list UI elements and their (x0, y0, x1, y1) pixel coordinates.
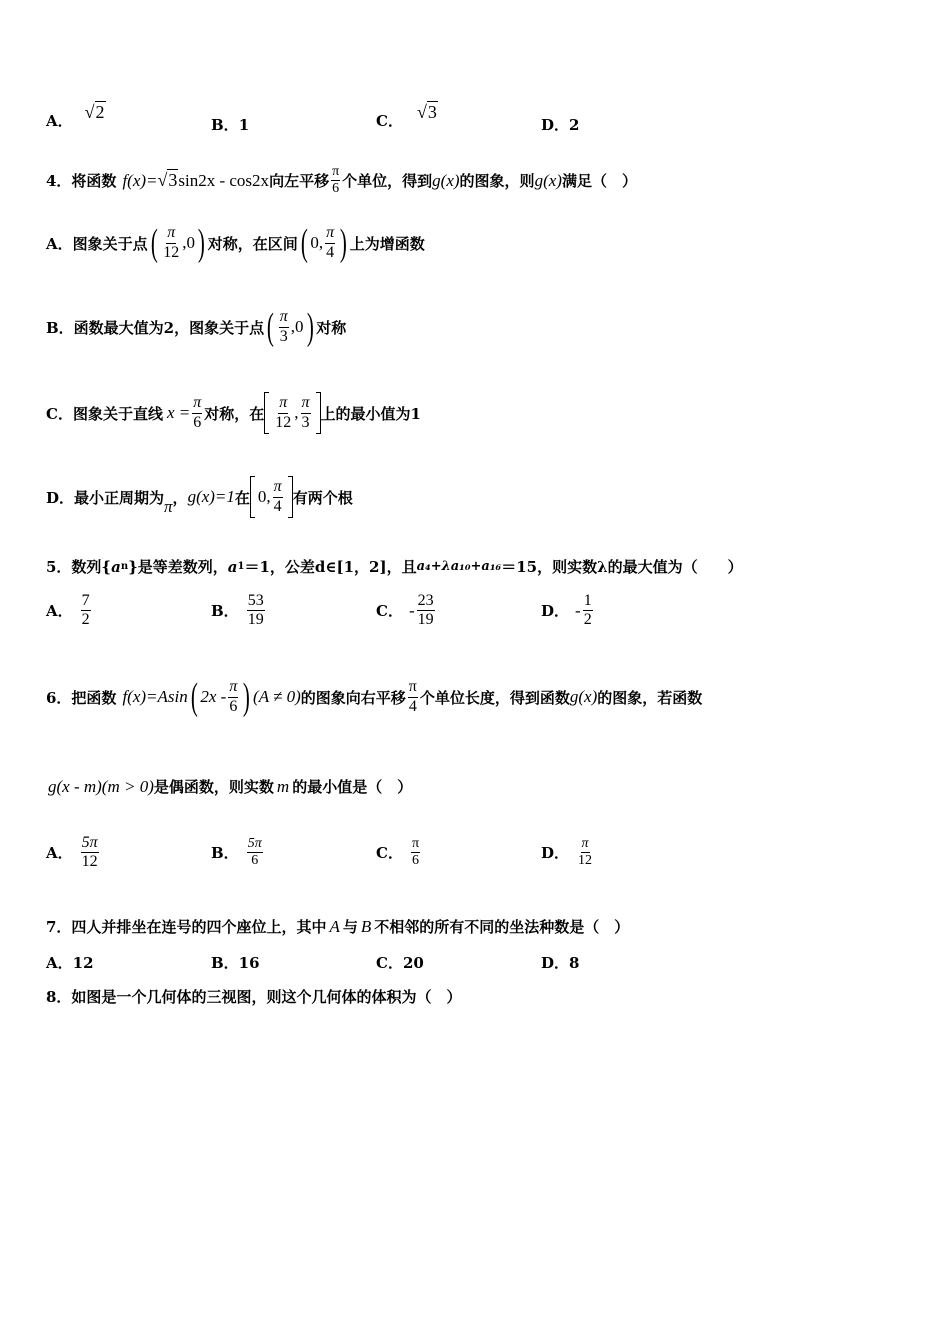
q6-option-a (46, 834, 101, 872)
option-label: C． (376, 844, 403, 863)
fraction: $\frac{\pi}{6}$ (229, 678, 238, 715)
math-expr: 0, (257, 487, 271, 506)
fraction: $\frac{\pi}{12}$ (275, 394, 292, 431)
text: 对称，在 (204, 404, 265, 423)
q3-option-c (376, 102, 438, 131)
text: 的最小值是（ ） (292, 778, 413, 796)
q6-stem-cont (48, 776, 412, 797)
fraction: $\frac{7}{2}$ (81, 592, 90, 629)
text: 上的最小值为1 (320, 404, 421, 423)
math-expr: a₄+λa₁₀+a₁₆ (416, 559, 502, 574)
question-number: 5．数列{ (46, 558, 112, 576)
fraction: $\frac{23}{19}$ (417, 592, 434, 629)
math-expr: a (111, 557, 121, 576)
text: 个单位，得到 (342, 172, 433, 191)
option-label: A．图象关于点 (46, 234, 148, 253)
text: 个单位长度，得到函数 (419, 688, 570, 707)
fraction: $\frac{\pi}{6}$ (411, 836, 420, 869)
math-expr: sin2x - cos2x (178, 170, 270, 190)
math-expr: 0, (310, 233, 324, 252)
radicand: 2 (95, 102, 105, 122)
text: 与 (342, 918, 358, 936)
sqrt: √3 (157, 170, 178, 191)
text: 对称 (316, 318, 347, 337)
left-paren: ( (150, 222, 158, 264)
text: 有两个根 (292, 488, 353, 507)
q7-option-c: C．20 (376, 954, 424, 972)
fraction: $\frac{\pi}{6}$ (332, 164, 340, 197)
right-paren: ) (306, 306, 314, 348)
q7-option-a: A．12 (46, 954, 94, 972)
math-expr: g(x)=1 (187, 487, 235, 506)
subscript: n (120, 561, 129, 572)
math-expr: g(x) (432, 170, 460, 190)
math-expr: A (329, 916, 340, 936)
fraction: $\frac{\pi}{6}$ (193, 394, 202, 431)
option-label: D．最小正周期为 (46, 488, 165, 507)
option-value: 1 (238, 115, 250, 134)
sqrt: √3 (416, 102, 437, 122)
math-expr: ,0 (182, 233, 196, 252)
text: 的图象，则 (459, 172, 535, 191)
option-label: D． (541, 116, 570, 134)
math-expr: (A ≠ 0) (253, 687, 301, 706)
text: 在 (234, 488, 250, 507)
math-expr: x = (166, 403, 191, 422)
q4-option-d (46, 476, 353, 518)
q4-stem (46, 164, 637, 197)
question-number: 6．把函数 (46, 688, 117, 707)
text: 是偶函数，则实数 (153, 778, 274, 796)
q5-option-c (376, 592, 437, 630)
q7-option-d: D．8 (541, 954, 580, 972)
text: }是等差数列， (128, 558, 228, 576)
right-paren: ) (339, 222, 347, 264)
q3-option-d (541, 114, 579, 135)
right-paren: ) (243, 676, 251, 718)
q5-option-b (211, 592, 267, 630)
sign: - (575, 600, 581, 620)
text: 对称，在区间 (207, 234, 298, 253)
fraction: $\frac{5\pi}{12}$ (81, 834, 98, 871)
math-expr: g(x) (569, 687, 598, 706)
math-expr: ,0 (290, 317, 304, 336)
text: 的图象向右平移 (300, 688, 406, 707)
option-label: B． (211, 602, 239, 621)
q4-option-c (46, 392, 421, 434)
math-expr: π (164, 497, 173, 516)
text: 向左平移 (269, 172, 330, 191)
option-label: C． (376, 112, 403, 130)
radicand: 3 (427, 102, 437, 122)
math-expr: f(x)=Asin (122, 687, 188, 706)
q4-option-a (46, 224, 425, 262)
q6-option-c (376, 836, 422, 869)
option-label: A． (46, 844, 73, 863)
text: ＝1，公差d∈[1，2]，且 (244, 558, 417, 576)
q3-option-b (211, 114, 249, 135)
q4-option-b (46, 308, 346, 346)
math-expr: m (276, 776, 290, 796)
option-label: A． (46, 112, 73, 130)
q5-option-a (46, 592, 93, 630)
left-paren: ( (300, 222, 308, 264)
option-label: C．图象关于直线 (46, 404, 163, 423)
text: ， (172, 488, 188, 507)
option-label: D． (541, 602, 570, 621)
right-paren: ) (197, 222, 205, 264)
q5-stem (46, 556, 743, 577)
option-value: 2 (569, 115, 580, 134)
math-expr: g(x) (534, 170, 562, 190)
question-number: 7．四人并排坐在连号的四个座位上，其中 (46, 918, 327, 936)
fraction: $\frac{\pi}{3}$ (279, 308, 288, 345)
option-label: B．函数最大值为2，图象关于点 (46, 318, 265, 337)
left-paren: ( (190, 676, 198, 718)
fraction: $\frac{\pi}{12}$ (578, 836, 593, 869)
text: 的图象，若函数 (597, 688, 703, 707)
fraction: $\frac{5\pi}{6}$ (247, 836, 262, 869)
left-bracket (250, 476, 255, 518)
option-label: B． (211, 116, 239, 134)
fraction: $\frac{\pi}{4}$ (326, 224, 335, 261)
option-label: B． (211, 844, 239, 863)
q6-option-b (211, 836, 265, 869)
fraction: $\frac{\pi}{12}$ (163, 224, 180, 261)
text: 满足（ ） (561, 172, 637, 191)
q7-option-b: B．16 (211, 954, 260, 972)
q5-option-d (541, 592, 595, 630)
option-label: D． (541, 844, 570, 863)
sqrt: √2 (84, 102, 105, 122)
left-bracket (264, 392, 269, 434)
math-expr: B (360, 916, 372, 936)
math-expr: f(x)= (122, 170, 158, 190)
math-expr: , (294, 403, 299, 422)
left-paren: ( (266, 306, 274, 348)
q6-option-d (541, 836, 595, 869)
fraction: $\frac{53}{19}$ (247, 592, 264, 629)
q8-stem: 8．如图是一个几何体的三视图，则这个几何体的体积为（ ） (46, 988, 462, 1006)
subscript: 1 (237, 561, 245, 572)
fraction: $\frac{\pi}{4}$ (408, 678, 417, 715)
text: 上为增函数 (349, 234, 425, 253)
fraction: $\frac{1}{2}$ (583, 592, 592, 629)
question-number: 4．将函数 (46, 172, 117, 191)
fraction: $\frac{\pi}{4}$ (273, 478, 282, 515)
q7-stem (46, 916, 629, 937)
math-expr: 2x - (200, 687, 227, 706)
option-label: C． (376, 602, 403, 621)
q6-stem (46, 678, 702, 716)
math-expr: a (227, 557, 238, 576)
text: ＝15，则实数λ的最大值为（ ） (501, 558, 743, 576)
text: 不相邻的所有不同的坐法种数是（ ） (374, 918, 630, 936)
sign: - (408, 600, 415, 620)
option-label: A． (46, 602, 73, 621)
fraction: $\frac{\pi}{3}$ (301, 394, 310, 431)
q3-option-a (46, 102, 106, 131)
math-expr: g(x - m)(m > 0) (48, 776, 154, 796)
